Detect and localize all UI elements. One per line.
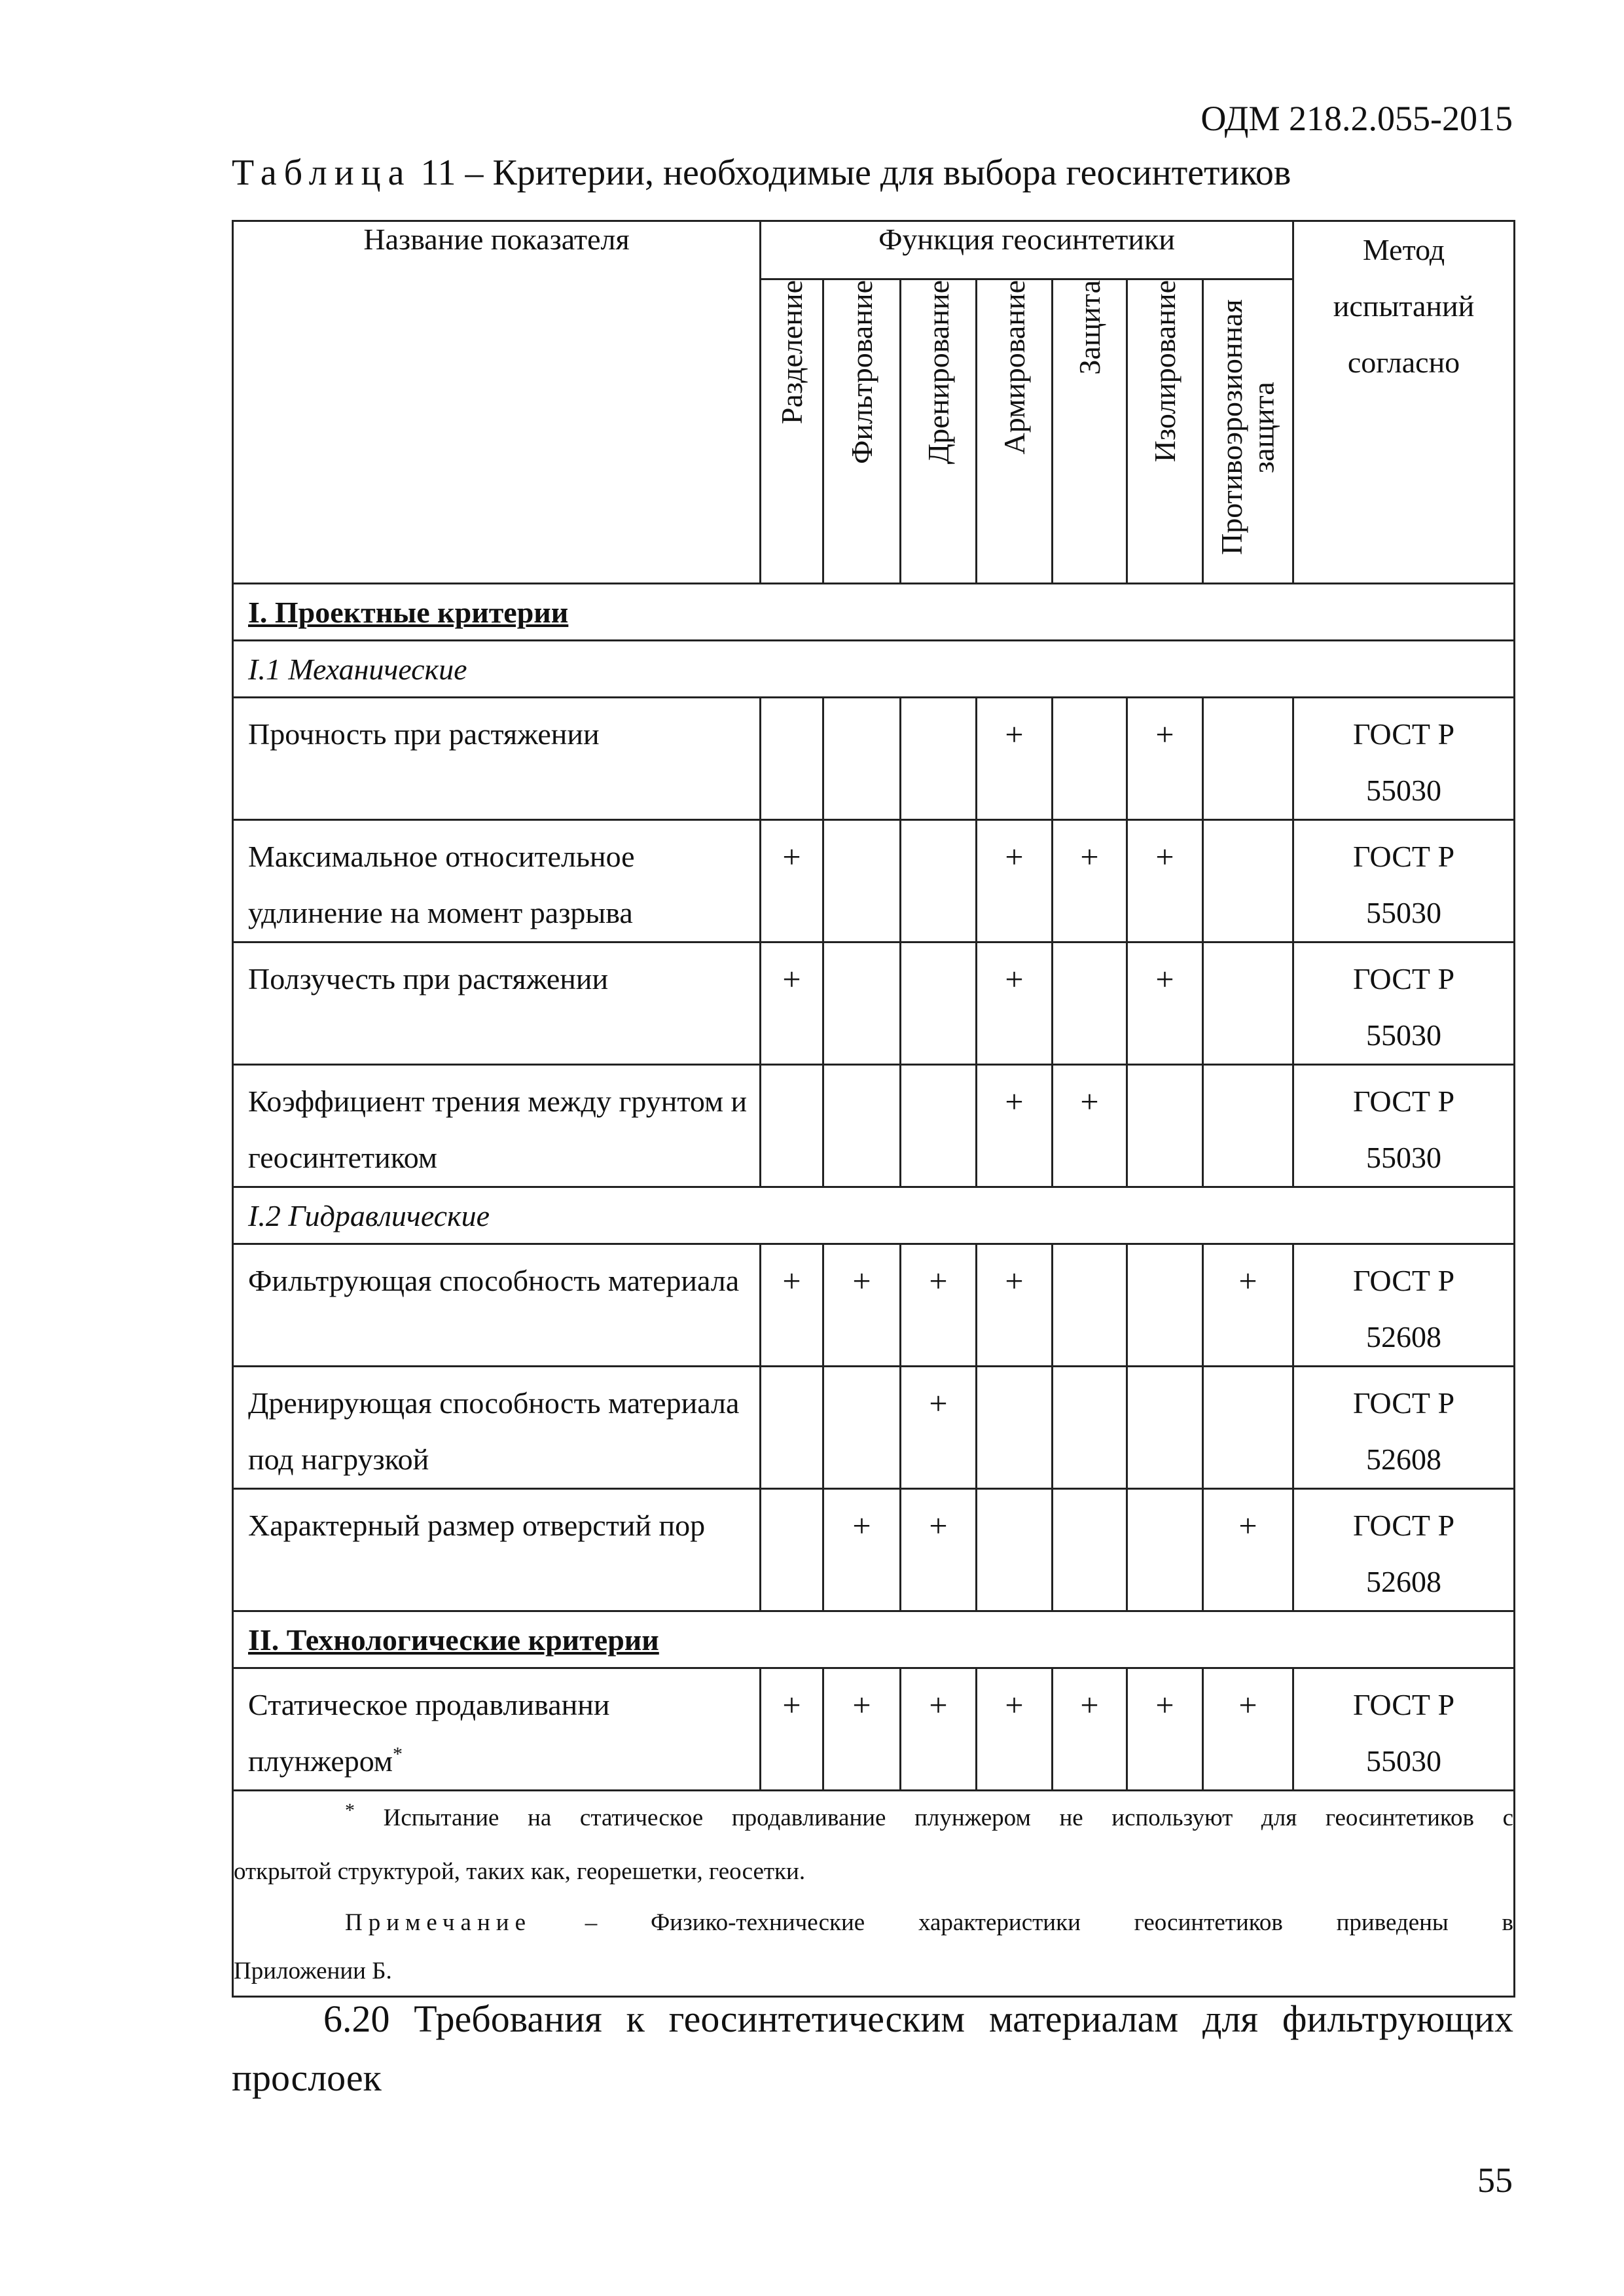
method-standard: ГОСТ Р	[1352, 1688, 1455, 1721]
method-cell	[1293, 698, 1515, 820]
column-header-reinforcement	[977, 279, 1053, 584]
method-number: 52608	[1366, 1565, 1442, 1598]
table-notes	[233, 1791, 1515, 1997]
mark-cell	[1127, 1367, 1203, 1489]
mark-cell: +	[823, 1489, 901, 1611]
method-header-line: испытаний	[1333, 289, 1475, 323]
method-cell	[1293, 1065, 1515, 1187]
mark-cell	[977, 1367, 1053, 1489]
method-number: 55030	[1366, 896, 1442, 929]
column-header-isolation	[1127, 279, 1203, 584]
method-standard: ГОСТ Р	[1352, 1386, 1455, 1420]
method-standard: ГОСТ Р	[1352, 840, 1455, 873]
mark-cell	[823, 698, 901, 820]
function-label: Дренирование	[921, 280, 955, 465]
mark-cell	[901, 698, 977, 820]
mark-cell: +	[1203, 1489, 1293, 1611]
criterion-name: Фильтрующая способность материала	[233, 1244, 761, 1367]
footnote	[234, 1791, 1513, 1845]
mark-cell: +	[761, 820, 823, 942]
table-caption-number: 11	[420, 152, 456, 193]
paragraph-line: прослоек	[232, 2056, 382, 2099]
criterion-name: Дренирующая способность материала под нагрузкой	[233, 1367, 761, 1489]
mark-cell	[1053, 1489, 1127, 1611]
mark-cell	[901, 820, 977, 942]
subsection-title: I.1 Механические	[233, 641, 1515, 698]
section-title: I. Проектные критерии	[233, 584, 1515, 641]
mark-cell	[1053, 1244, 1127, 1367]
criterion-name	[233, 1668, 761, 1791]
table-row	[233, 942, 1515, 1065]
table-caption-title: – Критерии, необходимые для выбора геосинтетиков	[465, 152, 1291, 193]
column-header-drainage	[901, 279, 977, 584]
section-title: II. Технологические критерии	[233, 1611, 1515, 1668]
table-row	[233, 820, 1515, 942]
method-standard: ГОСТ Р	[1352, 717, 1455, 751]
mark-cell	[1203, 942, 1293, 1065]
column-header-function: Функция геосинтетики	[761, 221, 1293, 279]
mark-cell: +	[977, 1065, 1053, 1187]
mark-cell: +	[1127, 942, 1203, 1065]
method-standard: ГОСТ Р	[1352, 1264, 1455, 1297]
mark-cell	[1127, 1489, 1203, 1611]
mark-cell: +	[761, 1668, 823, 1791]
table-row	[233, 1244, 1515, 1367]
document-code: ОДМ 218.2.055-2015	[1200, 99, 1513, 138]
table-caption	[232, 152, 1291, 194]
method-number: 55030	[1366, 1744, 1442, 1778]
mark-cell	[1053, 698, 1127, 820]
method-standard: ГОСТ Р	[1352, 1509, 1455, 1542]
function-label: Противоэрозионная защита	[1215, 299, 1280, 556]
column-header-separation	[761, 279, 823, 584]
mark-cell: +	[761, 942, 823, 1065]
mark-cell	[761, 698, 823, 820]
mark-cell	[823, 1367, 901, 1489]
section-row	[233, 1611, 1515, 1668]
note-text: – Физико-технические характеристики геосинтетиков приведены в	[585, 1909, 1514, 1936]
column-header-filtration	[823, 279, 901, 584]
mark-cell: +	[977, 698, 1053, 820]
criteria-table	[232, 220, 1515, 1998]
criterion-name: Характерный размер отверстий пор	[233, 1489, 761, 1611]
function-label: Армирование	[997, 280, 1031, 455]
method-number: 55030	[1366, 1018, 1442, 1052]
mark-cell	[1053, 1367, 1127, 1489]
method-cell	[1293, 1668, 1515, 1791]
footnote-text: Испытание на статическое продавливание плунжером не используют для геосинтетиков с	[383, 1804, 1514, 1831]
function-label: Защита	[1072, 280, 1106, 375]
criterion-name: Ползучесть при растяжении	[233, 942, 761, 1065]
criterion-name: Прочность при растяжении	[233, 698, 761, 820]
function-label: Разделение	[774, 280, 808, 425]
mark-cell: +	[901, 1244, 977, 1367]
function-label: Фильтрование	[844, 280, 878, 464]
mark-cell: +	[1053, 1668, 1127, 1791]
page-number: 55	[1477, 2161, 1513, 2200]
method-cell	[1293, 942, 1515, 1065]
footnote-continuation: открытой структурой, таких как, георешетки, геосетки.	[234, 1858, 806, 1885]
subsection-title: I.2 Гидравлические	[233, 1187, 1515, 1244]
section-paragraph	[232, 1990, 1513, 2108]
mark-cell	[1203, 698, 1293, 820]
mark-cell: +	[761, 1244, 823, 1367]
mark-cell	[823, 942, 901, 1065]
method-cell	[1293, 820, 1515, 942]
mark-cell	[823, 1065, 901, 1187]
table-row	[233, 698, 1515, 820]
method-cell	[1293, 1489, 1515, 1611]
mark-cell	[1203, 820, 1293, 942]
mark-cell: +	[1203, 1244, 1293, 1367]
criterion-name: Коэффициент трения между грунтом и геосинтетиком	[233, 1065, 761, 1187]
mark-cell	[1203, 1065, 1293, 1187]
mark-cell	[977, 1489, 1053, 1611]
method-standard: ГОСТ Р	[1352, 1085, 1455, 1118]
mark-cell: +	[823, 1244, 901, 1367]
mark-cell: +	[977, 942, 1053, 1065]
criterion-name-text: Статическое продавливанни плунжером	[248, 1688, 610, 1778]
mark-cell: +	[823, 1668, 901, 1791]
mark-cell	[1203, 1367, 1293, 1489]
method-number: 55030	[1366, 774, 1442, 807]
method-number: 55030	[1366, 1141, 1442, 1174]
note-continuation: Приложении Б.	[234, 1958, 392, 1984]
mark-cell	[901, 942, 977, 1065]
method-header-line: Метод	[1362, 233, 1445, 266]
subsection-row	[233, 641, 1515, 698]
table-row	[233, 1489, 1515, 1611]
mark-cell	[823, 820, 901, 942]
mark-cell	[1127, 1244, 1203, 1367]
table-row	[233, 1668, 1515, 1791]
method-number: 52608	[1366, 1443, 1442, 1476]
column-header-name: Название показателя	[233, 221, 761, 584]
section-row	[233, 584, 1515, 641]
mark-cell: +	[1053, 820, 1127, 942]
function-label: Изолирование	[1147, 280, 1182, 463]
table-header-row	[233, 221, 1515, 279]
table-caption-label: Таблица	[232, 152, 412, 193]
mark-cell	[761, 1489, 823, 1611]
mark-cell: +	[901, 1668, 977, 1791]
method-header-line: согласно	[1347, 346, 1460, 379]
column-header-method	[1293, 221, 1515, 584]
method-standard: ГОСТ Р	[1352, 962, 1455, 996]
mark-cell: +	[1127, 1668, 1203, 1791]
mark-cell: +	[977, 820, 1053, 942]
mark-cell: +	[1127, 820, 1203, 942]
subsection-row	[233, 1187, 1515, 1244]
column-header-protection	[1053, 279, 1127, 584]
column-header-erosion-protection	[1203, 279, 1293, 584]
table-row	[233, 1367, 1515, 1489]
mark-cell: +	[977, 1244, 1053, 1367]
footnote-marker: *	[393, 1743, 403, 1765]
mark-cell	[901, 1065, 977, 1187]
method-number: 52608	[1366, 1320, 1442, 1354]
table-notes-row	[233, 1791, 1515, 1997]
method-cell	[1293, 1244, 1515, 1367]
paragraph-line: 6.20 Требования к геосинтетическим материалам для фильтрующих	[323, 1998, 1513, 2040]
mark-cell	[1127, 1065, 1203, 1187]
mark-cell	[761, 1367, 823, 1489]
table-row	[233, 1065, 1515, 1187]
mark-cell: +	[1053, 1065, 1127, 1187]
mark-cell: +	[1127, 698, 1203, 820]
note-label: Примечание	[345, 1909, 532, 1936]
mark-cell: +	[977, 1668, 1053, 1791]
mark-cell: +	[1203, 1668, 1293, 1791]
criterion-name: Максимальное относительное удлинение на момент разрыва	[233, 820, 761, 942]
footnote-marker: *	[345, 1799, 355, 1821]
mark-cell: +	[901, 1367, 977, 1489]
mark-cell: +	[901, 1489, 977, 1611]
mark-cell	[1053, 942, 1127, 1065]
mark-cell	[761, 1065, 823, 1187]
note	[234, 1899, 1513, 1947]
method-cell	[1293, 1367, 1515, 1489]
